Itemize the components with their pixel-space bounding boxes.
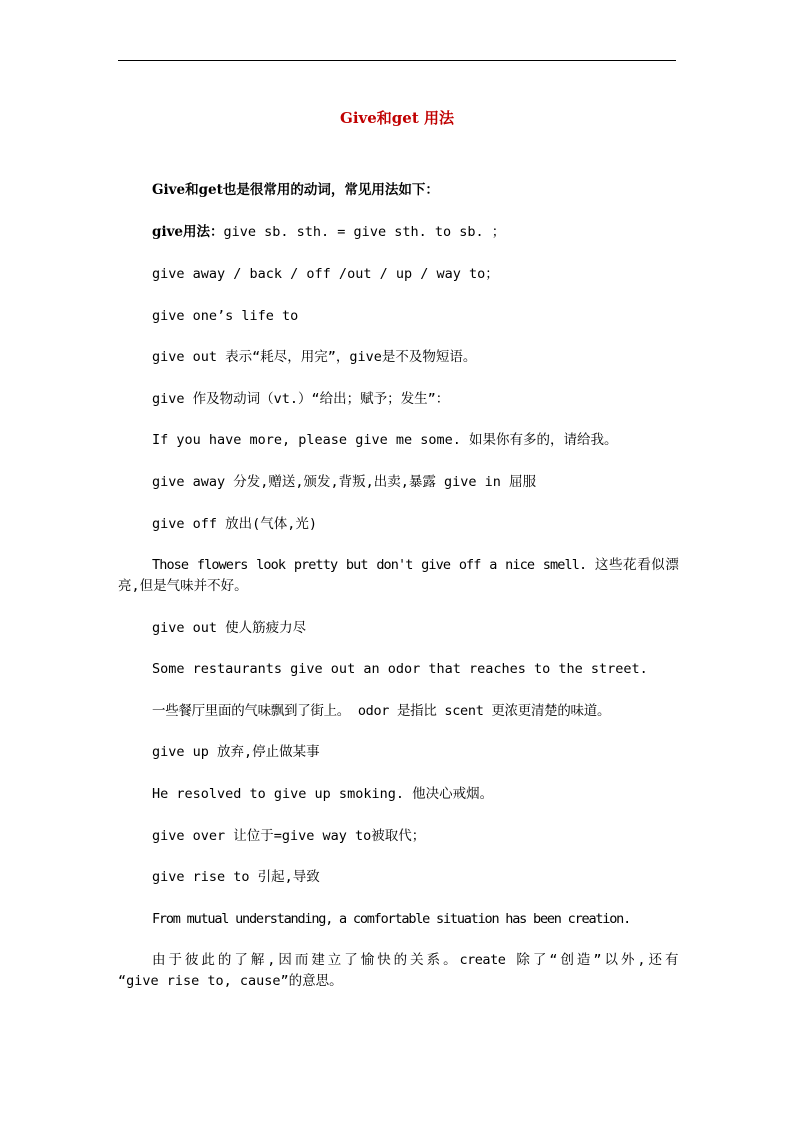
text-line: Some restaurants give out an odor that reaches to the street. bbox=[152, 661, 648, 677]
paragraph bbox=[118, 950, 678, 992]
text-line: give away 分发,赠送,颁发,背叛,出卖,暴露 give in 屈服 bbox=[152, 474, 537, 490]
paragraph-line: 亮,但是气味并不好。 bbox=[118, 578, 248, 594]
text-line: give off 放出(气体,光) bbox=[152, 516, 318, 532]
give-usage-label: give用法： bbox=[152, 224, 224, 240]
paragraph bbox=[118, 555, 678, 597]
text-line: give away / back / off /out / up / way to； bbox=[152, 266, 499, 282]
text-line: give out 表示“耗尽，用完”，give是不及物短语。 bbox=[152, 349, 477, 365]
give-usage-line bbox=[152, 222, 505, 242]
text-line: He resolved to give up smoking. 他决心戒烟。 bbox=[152, 786, 494, 802]
give-usage-text: give sb. sth. = give sth. to sb. ； bbox=[223, 224, 506, 240]
paragraph-line: “give rise to, cause”的意思。 bbox=[118, 973, 343, 989]
paragraph-line: 由于彼此的了解,因而建立了愉快的关系。create 除了“创造”以外,还有 bbox=[152, 952, 678, 968]
text-line: give up 放弃,停止做某事 bbox=[152, 744, 320, 760]
text-line: 一些餐厅里面的气味飘到了街上。 odor 是指比 scent 更浓更清楚的味道。 bbox=[152, 703, 611, 719]
intro-line: Give和get也是很常用的动词，常见用法如下： bbox=[152, 182, 439, 198]
header-rule bbox=[118, 60, 676, 61]
text-line: If you have more, please give me some. 如果你有多的，请给我。 bbox=[152, 432, 618, 448]
text-line: give rise to 引起,导致 bbox=[152, 869, 320, 885]
document-title: Give和get 用法 bbox=[340, 109, 454, 127]
text-line: give one’s life to bbox=[152, 308, 299, 324]
text-line: From mutual understanding, a comfortable situation has been creation. bbox=[152, 911, 631, 927]
text-line: give 作及物动词（vt.）“给出；赋予；发生”： bbox=[152, 391, 450, 407]
paragraph-line: Those flowers look pretty but don't give off a nice smell. 这些花看似漂 bbox=[152, 557, 678, 573]
text-line: give out 使人筋疲力尽 bbox=[152, 620, 307, 636]
text-line: give over 让位于=give way to被取代； bbox=[152, 828, 426, 844]
